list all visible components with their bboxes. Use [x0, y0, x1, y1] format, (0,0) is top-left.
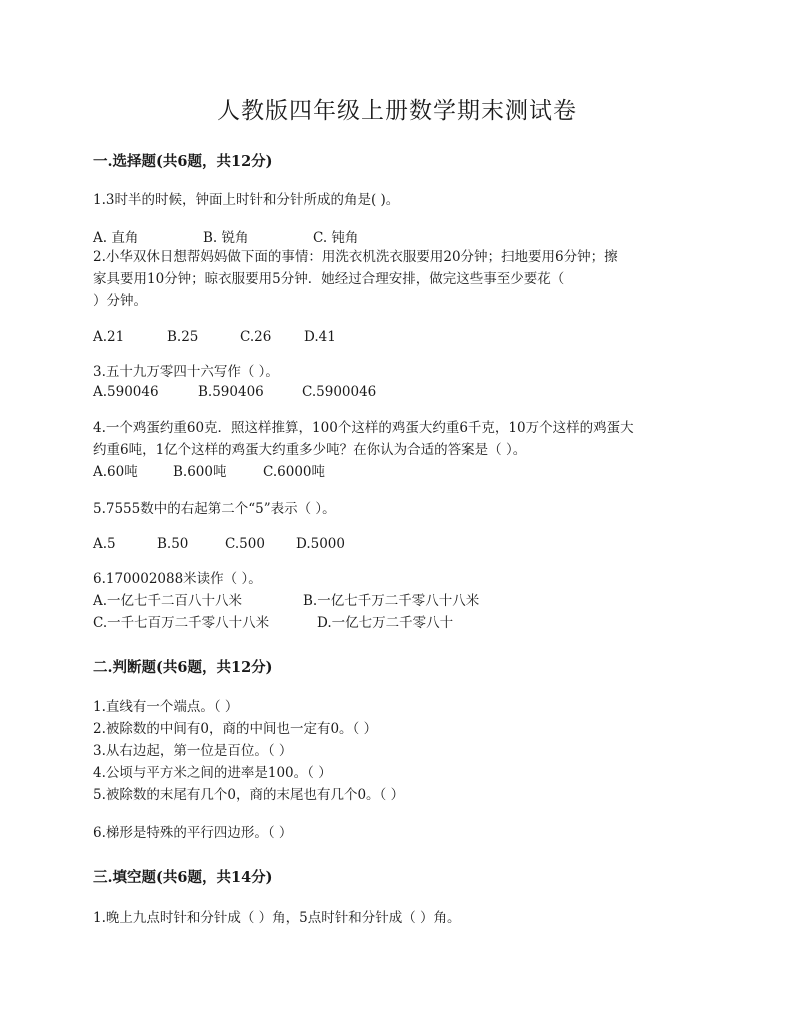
judgement-item-3: 3.从右边起，第一位是百位。（ ） [93, 743, 293, 759]
option-b: B.25 [167, 329, 199, 345]
option-a: A.590046 [93, 384, 159, 400]
option-a: A.5 [93, 536, 116, 552]
option-c: C.一千七百万二千零八十八米 [93, 615, 270, 631]
page-title: 人教版四年级上册数学期末测试卷 [217, 98, 577, 124]
question-1-2-options [93, 327, 336, 347]
option-a: A. 直角 [93, 230, 139, 246]
judgement-item-1: 1.直线有一个端点。（ ） [93, 699, 239, 715]
question-1-4-options [93, 462, 325, 482]
question-1-1: 1.3时半的时候，钟面上时针和分针所成的角是( )。 [93, 192, 400, 208]
option-c: C. 钝角 [313, 230, 359, 246]
option-c: C.26 [240, 329, 272, 345]
question-1-2-line3: ）分钟。 [93, 293, 147, 309]
question-1-6-options-row1 [93, 591, 479, 611]
question-1-6: 6.170002088米读作（ ）。 [93, 571, 262, 587]
question-1-5-options [93, 534, 345, 554]
fill-blank-question-1: 1.晚上九点时针和分针成（ ）角，5点时针和分针成（ ）角。 [93, 910, 461, 926]
question-1-3: 3.五十九万零四十六写作（ ）。 [93, 364, 279, 380]
judgement-item-6: 6.梯形是特殊的平行四边形。（ ） [93, 825, 293, 841]
option-b: B.50 [157, 536, 189, 552]
option-a: A.一亿七千二百八十八米 [93, 593, 243, 609]
question-1-5: 5.7555数中的右起第二个“5”表示（ ）。 [93, 501, 336, 517]
option-b: B. 锐角 [203, 230, 249, 246]
question-1-4-line1: 4.一个鸡蛋约重60克．照这样推算，100个这样的鸡蛋大约重6千克，10万个这样的鸡蛋大 [93, 420, 634, 436]
option-a: A.60吨 [93, 464, 138, 480]
question-1-6-options-row2 [93, 613, 453, 633]
option-c: C.500 [225, 536, 265, 552]
option-c: C.6000吨 [263, 464, 325, 480]
judgement-item-4: 4.公顷与平方米之间的进率是100。（ ） [93, 765, 332, 781]
section-heading-multiple-choice: 一.选择题(共6题，共12分) [93, 153, 273, 170]
question-1-2-line1: 2.小华双休日想帮妈妈做下面的事情：用洗衣机洗衣服要用20分钟；扫地要用6分钟；擦 [93, 249, 618, 265]
option-d: D.一亿七万二千零八十 [317, 615, 454, 631]
judgement-item-5: 5.被除数的末尾有几个0，商的末尾也有几个0。（ ） [93, 787, 405, 803]
question-1-4-line2: 约重6吨，1亿个这样的鸡蛋大约重多少吨？在你认为合适的答案是（ ）。 [93, 442, 527, 458]
option-d: D.41 [304, 329, 336, 345]
option-d: D.5000 [296, 536, 345, 552]
option-b: B.一亿七千万二千零八十八米 [303, 593, 480, 609]
judgement-item-2: 2.被除数的中间有0，商的中间也一定有0。（ ） [93, 721, 378, 737]
section-heading-true-false: 二.判断题(共6题，共12分) [93, 659, 273, 676]
question-1-2-line2: 家具要用10分钟；晾衣服要用5分钟．她经过合理安排，做完这些事至少要花（ [93, 271, 565, 287]
option-c: C.5900046 [302, 384, 377, 400]
section-heading-fill-blank: 三.填空题(共6题，共14分) [93, 869, 273, 886]
option-a: A.21 [93, 329, 125, 345]
option-b: B.600吨 [173, 464, 227, 480]
question-1-3-options [93, 382, 376, 402]
option-b: B.590406 [198, 384, 264, 400]
question-1-1-options [93, 228, 358, 248]
